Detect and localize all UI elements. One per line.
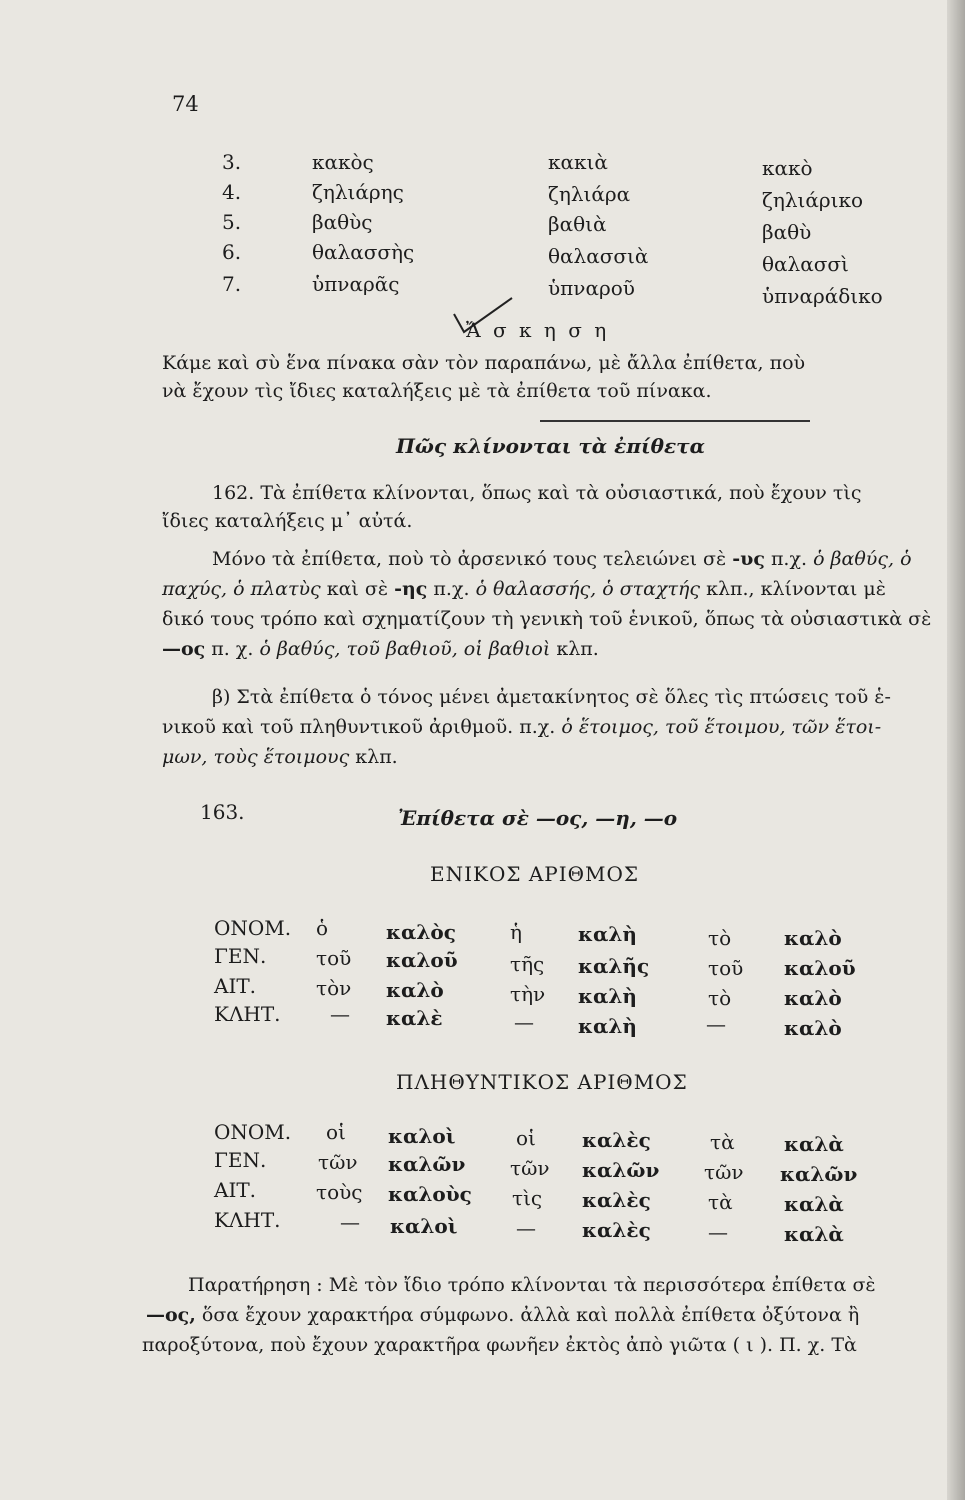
form-neuter: καλοῦ xyxy=(784,956,856,980)
text-run: π.χ. xyxy=(427,578,476,600)
section-heading: Πῶς κλίνονται τὰ ἐπίθετα xyxy=(396,434,705,458)
paragraph-mono-line-4 xyxy=(162,638,962,660)
article-neuter: τὸ xyxy=(708,926,732,950)
note-line-1 xyxy=(188,1274,958,1296)
article-feminine: — xyxy=(516,1216,536,1240)
example-italic: μων, τοὺς ἕτοιμους xyxy=(162,746,350,768)
case-label: ΑΙΤ. xyxy=(214,974,257,998)
list-item-feminine: θαλασσιὰ xyxy=(548,244,649,268)
list-item-number: 4. xyxy=(222,180,242,204)
paragraph-163-number: 163. xyxy=(200,800,245,824)
example-italic: ὁ ἕτοιμος, τοῦ ἕτοιμου, τῶν ἕτοι- xyxy=(561,716,882,738)
article-feminine: — xyxy=(514,1010,534,1034)
list-item-masculine: κακὸς xyxy=(312,150,374,174)
note-line-3: παροξύτονα, ποὺ ἔχουν χαρακτῆρα φωνῆεν ἐκτὸς ἀπὸ γιῶτα ( ι ). Π. χ. Τὰ xyxy=(142,1334,857,1356)
text-run: κλπ. xyxy=(550,638,599,660)
form-neuter: καλὰ xyxy=(784,1132,844,1156)
text-run: π.χ. xyxy=(764,548,814,570)
suffix-bold: -ης xyxy=(394,578,428,600)
form-feminine: καλὲς xyxy=(582,1218,651,1242)
form-masculine: καλοῦ xyxy=(386,948,458,972)
list-item-neuter: ζηλιάρικο xyxy=(762,188,863,212)
article-neuter: — xyxy=(708,1220,728,1244)
form-masculine: καλοὶ xyxy=(388,1124,456,1148)
list-item-masculine: ὑπναρᾶς xyxy=(312,272,400,296)
article-masculine: — xyxy=(330,1002,350,1026)
form-masculine: καλοὶ xyxy=(390,1214,458,1238)
case-label: ΓΕΝ. xyxy=(214,1148,267,1172)
example-italic: ὁ θαλασσής, ὁ σταχτής xyxy=(475,578,701,600)
example-italic: ὁ βαθύς, ὁ xyxy=(813,548,912,570)
form-feminine: καλὴ xyxy=(578,1014,637,1038)
example-italic: παχύς, ὁ πλατὺς xyxy=(162,578,321,600)
list-item-masculine: βαθὺς xyxy=(312,210,373,234)
form-feminine: καλῶν xyxy=(582,1158,660,1182)
note-label: Παρατήρηση : xyxy=(188,1274,323,1296)
case-label: ΚΛΗΤ. xyxy=(214,1208,281,1232)
singular-title: ΕΝΙΚΟΣ ΑΡΙΘΜΟΣ xyxy=(430,862,640,886)
form-neuter: καλῶν xyxy=(780,1162,858,1186)
article-masculine: οἱ xyxy=(326,1120,346,1144)
list-item-masculine: ζηλιάρης xyxy=(312,180,404,204)
exercise-text-line-2: νὰ ἔχουν τὶς ἴδιες καταλήξεις μὲ τὰ ἐπίθετα τοῦ πίνακα. xyxy=(162,380,712,402)
form-neuter: καλὸ xyxy=(784,926,842,950)
list-item-number: 5. xyxy=(222,210,242,234)
text-run: Μὲ τὸν ἴδιο τρόπο κλίνονται τὰ περισσότερα ἐπίθετα σὲ xyxy=(322,1274,876,1296)
article-feminine: τὴν xyxy=(510,982,546,1006)
form-feminine: καλὴ xyxy=(578,984,637,1008)
form-feminine: καλῆς xyxy=(578,954,650,978)
article-neuter: τὰ xyxy=(708,1190,733,1214)
article-feminine: τῶν xyxy=(510,1156,550,1180)
article-feminine: οἱ xyxy=(516,1126,536,1150)
form-feminine: καλὲς xyxy=(582,1128,651,1152)
form-masculine: καλὸς xyxy=(386,920,456,944)
article-neuter: — xyxy=(706,1012,726,1036)
suffix-bold: -υς xyxy=(732,548,765,570)
text-run: κλπ. xyxy=(349,746,398,768)
paragraph-162-line-1: 162. Τὰ ἐπίθετα κλίνονται, ὅπως καὶ τὰ οὐσιαστικά, ποὺ ἔχουν τὶς xyxy=(212,482,862,504)
case-label: ΓΕΝ. xyxy=(214,944,267,968)
paragraph-mono-line-1 xyxy=(212,548,962,570)
form-masculine: καλοὺς xyxy=(388,1182,472,1206)
article-feminine: ἡ xyxy=(510,920,522,944)
article-neuter: τὸ xyxy=(708,986,732,1010)
exercise-title: Ἄ σ κ η σ η xyxy=(466,318,610,342)
paragraph-b-line-2 xyxy=(162,716,962,738)
list-item-number: 7. xyxy=(222,272,242,296)
list-item-number: 3. xyxy=(222,150,242,174)
article-neuter: τὰ xyxy=(710,1130,735,1154)
list-item-neuter: βαθὺ xyxy=(762,220,812,244)
article-neuter: τῶν xyxy=(704,1160,744,1184)
form-feminine: καλὴ xyxy=(578,922,637,946)
case-label: ΚΛΗΤ. xyxy=(214,1002,281,1026)
form-neuter: καλὸ xyxy=(784,986,842,1010)
case-label: ΟΝΟΜ. xyxy=(214,1120,292,1144)
article-masculine: τοὺς xyxy=(316,1180,363,1204)
article-masculine: τῶν xyxy=(318,1150,358,1174)
article-masculine: τοῦ xyxy=(316,946,352,970)
list-item-feminine: ὑπναροῦ xyxy=(548,276,635,300)
list-item-neuter: θαλασσὶ xyxy=(762,252,849,276)
paragraph-162-line-2: ἴδιες καταλήξεις μ᾿ αὐτά. xyxy=(162,510,413,532)
article-feminine: τῆς xyxy=(510,952,545,976)
divider-rule xyxy=(540,420,810,422)
article-masculine: — xyxy=(340,1210,360,1234)
list-item-neuter: ὑπναράδικο xyxy=(762,284,883,308)
paragraph-163-heading: Ἐπίθετα σὲ —ος, —η, —ο xyxy=(398,806,678,830)
form-neuter: καλὰ xyxy=(784,1222,844,1246)
list-item-feminine: βαθιὰ xyxy=(548,212,607,236)
article-neuter: τοῦ xyxy=(708,956,744,980)
case-label: ΟΝΟΜ. xyxy=(214,916,292,940)
article-masculine: ὁ xyxy=(316,916,329,940)
suffix-bold: —ος, xyxy=(146,1304,196,1326)
paragraph-mono-line-3: δικό τους τρόπο καὶ σχηματίζουν τὴ γενικὴ τοῦ ἑνικοῦ, ὅπως τὰ οὐσιαστικὰ σὲ xyxy=(162,608,932,630)
article-masculine: τὸν xyxy=(316,976,352,1000)
text-run: Μόνο τὰ ἐπίθετα, ποὺ τὸ ἀρσενικό τους τελειώνει σὲ xyxy=(212,548,733,570)
plural-title: ΠΛΗΘΥΝΤΙΚΟΣ ΑΡΙΘΜΟΣ xyxy=(396,1070,688,1094)
paragraph-b-line-3 xyxy=(162,746,962,768)
suffix-bold: —ος xyxy=(162,638,206,660)
text-run: π. χ. xyxy=(205,638,260,660)
example-italic: ὁ βαθύς, τοῦ βαθιοῦ, οἱ βαθιοὶ xyxy=(259,638,551,660)
form-neuter: καλὰ xyxy=(784,1192,844,1216)
form-feminine: καλὲς xyxy=(582,1188,651,1212)
list-item-feminine: κακιὰ xyxy=(548,150,608,174)
article-feminine: τὶς xyxy=(512,1186,543,1210)
text-run: νικοῦ καὶ τοῦ πληθυντικοῦ ἀριθμοῦ. π.χ. xyxy=(162,716,562,738)
text-run: καὶ σὲ xyxy=(320,578,395,600)
paragraph-b-line-1: β) Στὰ ἐπίθετα ὁ τόνος μένει ἀμετακίνητος σὲ ὅλες τὶς πτώσεις τοῦ ἑ- xyxy=(212,686,891,708)
case-label: ΑΙΤ. xyxy=(214,1178,257,1202)
form-masculine: καλὸ xyxy=(386,978,444,1002)
list-item-masculine: θαλασσὴς xyxy=(312,240,415,264)
exercise-text-line-1: Κάμε καὶ σὺ ἕνα πίνακα σὰν τὸν παραπάνω, μὲ ἄλλα ἐπίθετα, ποὺ xyxy=(162,352,806,374)
text-run: κλπ., κλίνονται μὲ xyxy=(700,578,886,600)
note-line-2 xyxy=(146,1304,958,1326)
text-run: ὅσα ἔχουν χαρακτήρα σύμφωνο. ἀλλὰ καὶ πολλὰ ἐπίθετα ὀξύτονα ἢ xyxy=(195,1304,860,1326)
list-item-number: 6. xyxy=(222,240,242,264)
form-masculine: καλὲ xyxy=(386,1006,443,1030)
list-item-neuter: κακὸ xyxy=(762,156,813,180)
form-masculine: καλῶν xyxy=(388,1152,466,1176)
page-number: 74 xyxy=(172,92,199,116)
list-item-feminine: ζηλιάρα xyxy=(548,182,631,206)
paragraph-mono-line-2 xyxy=(162,578,962,600)
form-neuter: καλὸ xyxy=(784,1016,842,1040)
